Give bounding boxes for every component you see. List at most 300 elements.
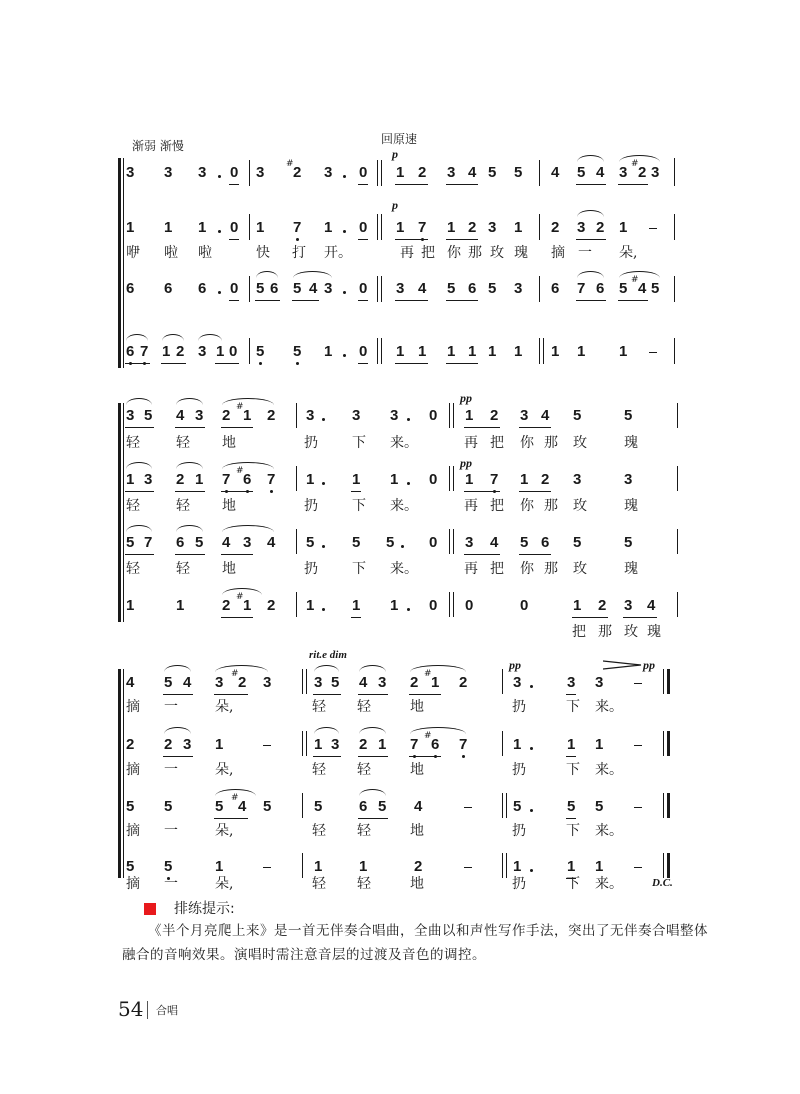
- slur-arc: [126, 525, 152, 532]
- jianpu-note: 7: [293, 219, 302, 236]
- lyric-syllable: 轻: [176, 435, 190, 451]
- jianpu-note: 0: [359, 164, 368, 181]
- system-bracket: [123, 669, 124, 878]
- jianpu-note: 5: [314, 798, 323, 815]
- beam-underline: [125, 427, 154, 428]
- jianpu-note: 2: [541, 471, 550, 488]
- system-bracket: [123, 403, 124, 622]
- lyric-syllable: 扔: [512, 823, 526, 839]
- lyric-syllable: 摘: [126, 762, 140, 778]
- lyric-syllable: 下: [566, 823, 580, 839]
- jianpu-note: 4: [183, 674, 192, 691]
- barline: [539, 276, 540, 302]
- lyric-syllable: 摘: [126, 876, 140, 892]
- lyric-syllable: 朵,: [215, 876, 234, 892]
- jianpu-note: 1: [352, 471, 361, 488]
- jianpu-note: 1: [447, 219, 456, 236]
- lyric-syllable: 轻: [126, 435, 140, 451]
- beam-underline: [161, 363, 186, 364]
- lyric-syllable: 快: [256, 245, 270, 261]
- slur-arc: [162, 334, 184, 341]
- jianpu-note: 2: [176, 343, 185, 360]
- jianpu-note: 3: [324, 164, 333, 181]
- jianpu-note: 2: [126, 736, 135, 753]
- jianpu-note: 1: [595, 858, 604, 875]
- final-barline: [118, 669, 121, 878]
- beam-underline: [351, 617, 361, 618]
- jianpu-note: 5: [164, 858, 173, 875]
- jianpu-note: 1: [513, 736, 522, 753]
- beam-underline: [313, 756, 341, 757]
- tempo-mark-dc: D.C.: [652, 877, 673, 889]
- jianpu-note: 0: [230, 219, 239, 236]
- barline: [453, 529, 454, 554]
- beam-underline: [519, 554, 551, 555]
- final-barline: [667, 731, 670, 756]
- jianpu-note: 6: [551, 280, 560, 297]
- barline: [502, 731, 503, 756]
- augmentation-dot: [407, 608, 410, 611]
- barline: [381, 276, 382, 302]
- lyric-syllable: 瑰: [624, 561, 638, 577]
- beam-underline: [358, 239, 368, 240]
- jianpu-note: 3: [488, 219, 497, 236]
- extension-dash: [634, 807, 642, 808]
- lyric-syllable: 摘: [126, 699, 140, 715]
- augmentation-dot: [218, 175, 221, 178]
- jianpu-note: 3: [447, 164, 456, 181]
- jianpu-note: 1: [324, 343, 333, 360]
- jianpu-note: 3: [390, 407, 399, 424]
- beam-underline: [446, 363, 478, 364]
- system-bracket: [123, 158, 124, 368]
- sharp-sign: #: [236, 466, 244, 476]
- lyric-syllable: 玫: [490, 245, 504, 261]
- jianpu-note: 3: [573, 471, 582, 488]
- beam-underline: [221, 427, 253, 428]
- decrescendo-hairpin: [603, 660, 643, 670]
- lyric-syllable: 把: [490, 435, 504, 451]
- lyric-syllable: 轻: [357, 699, 371, 715]
- jianpu-note: 7: [140, 343, 149, 360]
- beam-underline: [221, 554, 253, 555]
- jianpu-note: 5: [573, 407, 582, 424]
- barline: [453, 592, 454, 617]
- jianpu-note: 3: [396, 280, 405, 297]
- slur-arc: [198, 334, 222, 341]
- barline: [677, 592, 678, 617]
- jianpu-note: 1: [431, 674, 440, 691]
- jianpu-note: 4: [176, 407, 185, 424]
- beam-underline: [229, 300, 239, 301]
- jianpu-note: 1: [619, 219, 628, 236]
- lyric-syllable: 你: [520, 435, 534, 451]
- jianpu-note: 5: [573, 534, 582, 551]
- jianpu-note: 1: [396, 219, 405, 236]
- sharp-sign: #: [631, 275, 639, 285]
- beam-underline: [358, 300, 368, 301]
- final-barline: [118, 403, 121, 622]
- lyric-syllable: 下: [566, 762, 580, 778]
- jianpu-note: 3: [513, 674, 522, 691]
- jianpu-note: 5: [577, 164, 586, 181]
- jianpu-note: 3: [243, 534, 252, 551]
- slur-arc: [222, 462, 274, 469]
- slur-arc: [577, 155, 604, 162]
- lyric-syllable: 你: [520, 561, 534, 577]
- jianpu-note: 1: [352, 597, 361, 614]
- dynamic-pp: pp: [460, 456, 472, 470]
- beam-underline: [125, 491, 154, 492]
- jianpu-note: 7: [418, 219, 427, 236]
- beam-underline: [395, 300, 428, 301]
- barline: [296, 529, 297, 554]
- beam-underline: [255, 300, 280, 301]
- jianpu-note: 5: [263, 798, 272, 815]
- slur-arc: [126, 462, 152, 469]
- lyric-syllable: 再: [464, 435, 478, 451]
- lyric-syllable: 一: [578, 245, 592, 261]
- jianpu-note: 3: [144, 471, 153, 488]
- beam-underline: [175, 554, 205, 555]
- lyric-syllable: 那: [544, 498, 558, 514]
- augmentation-dot: [343, 230, 346, 233]
- barline: [449, 403, 450, 428]
- lyric-syllable: 地: [410, 699, 424, 715]
- lyric-syllable: 再: [400, 245, 414, 261]
- page-number: 54: [118, 997, 144, 1021]
- jianpu-note: 4: [238, 798, 247, 815]
- barline: [296, 403, 297, 428]
- jianpu-note: 4: [126, 674, 135, 691]
- jianpu-note: 1: [126, 219, 135, 236]
- beam-underline: [358, 184, 368, 185]
- barline: [539, 338, 540, 364]
- slur-arc: [164, 665, 191, 672]
- octave-low-dot: [462, 755, 465, 758]
- barline: [674, 158, 675, 186]
- jianpu-note: 4: [418, 280, 427, 297]
- jianpu-note: 1: [243, 597, 252, 614]
- jianpu-note: 3: [465, 534, 474, 551]
- beam-underline: [358, 818, 388, 819]
- beam-underline: [409, 756, 441, 757]
- beam-underline: [623, 617, 657, 618]
- lyric-syllable: 来。: [595, 823, 623, 839]
- slur-arc: [359, 727, 386, 734]
- jianpu-note: 3: [126, 407, 135, 424]
- barline: [302, 853, 303, 878]
- barline: [663, 731, 664, 756]
- jianpu-note: 5: [624, 407, 633, 424]
- slur-arc: [410, 665, 466, 672]
- slur-arc: [359, 665, 386, 672]
- barline: [674, 276, 675, 302]
- jianpu-note: 2: [598, 597, 607, 614]
- octave-low-dot: [259, 362, 262, 365]
- lyric-syllable: 朵,: [215, 699, 234, 715]
- slur-arc: [164, 727, 191, 734]
- slur-arc: [126, 334, 148, 341]
- lyric-syllable: 把: [421, 245, 435, 261]
- jianpu-note: 5: [378, 798, 387, 815]
- lyric-syllable: 摘: [126, 823, 140, 839]
- jianpu-note: 2: [551, 219, 560, 236]
- augmentation-dot: [322, 608, 325, 611]
- beam-underline: [464, 554, 500, 555]
- sharp-sign: #: [424, 731, 432, 741]
- jianpu-note: 1: [216, 343, 225, 360]
- jianpu-note: 5: [215, 798, 224, 815]
- jianpu-note: 3: [256, 164, 265, 181]
- barline: [543, 338, 544, 364]
- beam-underline: [125, 363, 150, 364]
- jianpu-note: 5: [513, 798, 522, 815]
- barline: [663, 669, 664, 694]
- lyric-syllable: 地: [222, 435, 236, 451]
- jianpu-note: 3: [164, 164, 173, 181]
- barline: [377, 160, 378, 186]
- lyric-syllable: 一: [164, 699, 178, 715]
- jianpu-note: 6: [198, 280, 207, 297]
- jianpu-note: 1: [176, 597, 185, 614]
- dynamic-pp: pp: [460, 391, 472, 405]
- lyric-syllable: 扔: [512, 699, 526, 715]
- jianpu-note: 1: [390, 597, 399, 614]
- barline: [502, 853, 503, 878]
- footer-section-label: 合唱: [156, 1004, 178, 1017]
- sharp-sign: #: [231, 669, 239, 679]
- lyric-syllable: 下: [352, 561, 366, 577]
- jianpu-note: 7: [410, 736, 419, 753]
- extension-dash: [649, 228, 657, 229]
- slur-arc: [619, 271, 660, 278]
- beam-underline: [351, 491, 361, 492]
- lyric-syllable: 轻: [126, 561, 140, 577]
- jianpu-note: 7: [490, 471, 499, 488]
- beam-underline: [215, 363, 239, 364]
- lyric-syllable: 那: [544, 435, 558, 451]
- jianpu-note: 0: [520, 597, 529, 614]
- jianpu-note: 6: [541, 534, 550, 551]
- beam-underline: [409, 694, 441, 695]
- augmentation-dot: [530, 747, 533, 750]
- jianpu-note: 1: [468, 343, 477, 360]
- extension-dash: [464, 807, 472, 808]
- jianpu-note: 3: [198, 164, 207, 181]
- barline: [296, 592, 297, 617]
- jianpu-note: 6: [359, 798, 368, 815]
- lyric-syllable: 一: [164, 762, 178, 778]
- jianpu-note: 7: [577, 280, 586, 297]
- jianpu-note: 0: [230, 280, 239, 297]
- final-barline: [118, 158, 121, 368]
- jianpu-note: 1: [314, 858, 323, 875]
- lyric-syllable: 咿: [126, 245, 140, 261]
- jianpu-note: 5: [293, 280, 302, 297]
- lyric-syllable: 地: [410, 876, 424, 892]
- jianpu-note: 4: [414, 798, 423, 815]
- beam-underline: [566, 756, 576, 757]
- barline: [663, 793, 664, 818]
- rehearsal-hint-title: 排练提示:: [174, 901, 235, 917]
- beam-underline: [175, 491, 205, 492]
- jianpu-note: 5: [352, 534, 361, 551]
- lyric-syllable: 轻: [176, 561, 190, 577]
- jianpu-note: 5: [386, 534, 395, 551]
- jianpu-note: 5: [164, 798, 173, 815]
- augmentation-dot: [322, 545, 325, 548]
- jianpu-note: 0: [359, 219, 368, 236]
- lyric-syllable: 来。: [595, 876, 623, 892]
- lyric-syllable: 扔: [512, 876, 526, 892]
- slur-arc: [410, 727, 466, 734]
- barline: [381, 338, 382, 364]
- augmentation-dot: [530, 809, 533, 812]
- jianpu-note: 3: [215, 674, 224, 691]
- jianpu-note: 5: [256, 343, 265, 360]
- octave-low-dot: [296, 238, 299, 241]
- jianpu-note: 6: [596, 280, 605, 297]
- jianpu-note: 1: [164, 219, 173, 236]
- jianpu-note: 1: [215, 736, 224, 753]
- barline: [296, 466, 297, 491]
- jianpu-note: 1: [215, 858, 224, 875]
- jianpu-note: 2: [222, 407, 231, 424]
- footer-divider: [147, 1001, 148, 1019]
- dynamic-pp: pp: [643, 658, 655, 672]
- jianpu-note: 6: [164, 280, 173, 297]
- lyric-syllable: 把: [490, 561, 504, 577]
- barline: [302, 669, 303, 694]
- jianpu-note: 0: [229, 343, 238, 360]
- jianpu-note: 4: [468, 164, 477, 181]
- jianpu-note: 2: [596, 219, 605, 236]
- lyric-syllable: 那: [544, 561, 558, 577]
- barline: [674, 214, 675, 240]
- jianpu-note: 1: [520, 471, 529, 488]
- lyric-syllable: 下: [566, 876, 580, 892]
- barline: [377, 214, 378, 240]
- barline: [677, 529, 678, 554]
- jianpu-note: 5: [619, 280, 628, 297]
- barline: [453, 403, 454, 428]
- jianpu-note: 5: [567, 798, 576, 815]
- beam-underline: [446, 300, 478, 301]
- jianpu-note: 1: [306, 597, 315, 614]
- slur-arc: [619, 155, 660, 162]
- barline: [381, 160, 382, 186]
- jianpu-note: 5: [195, 534, 204, 551]
- lyric-syllable: 瑰: [647, 624, 661, 640]
- lyric-syllable: 扔: [304, 498, 318, 514]
- extension-dash: [634, 867, 642, 868]
- barline: [506, 853, 507, 878]
- jianpu-note: 5: [651, 280, 660, 297]
- lyric-syllable: 来。: [390, 435, 418, 451]
- jianpu-note: 7: [459, 736, 468, 753]
- beam-underline: [229, 184, 239, 185]
- lyric-syllable: 轻: [312, 699, 326, 715]
- jianpu-note: 1: [378, 736, 387, 753]
- jianpu-note: 3: [520, 407, 529, 424]
- dynamic-pp: pp: [509, 658, 521, 672]
- lyric-syllable: 地: [222, 498, 236, 514]
- beam-underline: [313, 694, 341, 695]
- barline: [453, 466, 454, 491]
- slur-arc: [293, 271, 332, 278]
- beam-underline: [446, 239, 478, 240]
- beam-underline: [125, 554, 154, 555]
- lyric-syllable: 下: [566, 699, 580, 715]
- beam-underline: [576, 184, 606, 185]
- jianpu-note: 1: [447, 343, 456, 360]
- jianpu-note: 4: [638, 280, 647, 297]
- barline: [677, 466, 678, 491]
- jianpu-note: 5: [306, 534, 315, 551]
- beam-underline: [358, 756, 388, 757]
- extension-dash: [634, 745, 642, 746]
- beam-underline: [519, 427, 551, 428]
- lyric-syllable: 扔: [304, 561, 318, 577]
- jianpu-note: 2: [410, 674, 419, 691]
- lyric-syllable: 啦: [164, 245, 178, 261]
- beam-underline: [464, 491, 500, 492]
- jianpu-note: 2: [267, 597, 276, 614]
- jianpu-note: 2: [638, 164, 647, 181]
- slur-arc: [176, 462, 203, 469]
- barline: [502, 793, 503, 818]
- tempo-mark-a-tempo: 回原速: [381, 132, 418, 146]
- lyric-syllable: 你: [520, 498, 534, 514]
- lyric-syllable: 来。: [595, 699, 623, 715]
- beam-underline: [572, 617, 608, 618]
- jianpu-note: 0: [359, 343, 368, 360]
- beam-underline: [163, 694, 193, 695]
- jianpu-note: 1: [195, 471, 204, 488]
- lyric-syllable: 把: [490, 498, 504, 514]
- jianpu-note: 5: [293, 343, 302, 360]
- jianpu-note: 1: [198, 219, 207, 236]
- jianpu-note: 4: [267, 534, 276, 551]
- augmentation-dot: [407, 418, 410, 421]
- jianpu-note: 4: [551, 164, 560, 181]
- jianpu-note: 3: [306, 407, 315, 424]
- slur-arc: [176, 398, 203, 405]
- jianpu-note: 0: [429, 597, 438, 614]
- lyric-syllable: 摘: [551, 245, 565, 261]
- jianpu-note: 2: [238, 674, 247, 691]
- lyric-syllable: 玫: [624, 624, 638, 640]
- barline: [449, 529, 450, 554]
- jianpu-note: 0: [429, 534, 438, 551]
- lyric-syllable: 来。: [595, 762, 623, 778]
- jianpu-note: 5: [126, 534, 135, 551]
- augmentation-dot: [407, 482, 410, 485]
- lyric-syllable: 瑰: [624, 498, 638, 514]
- barline: [449, 466, 450, 491]
- barline: [449, 592, 450, 617]
- beam-underline: [395, 363, 428, 364]
- lyric-syllable: 轻: [312, 823, 326, 839]
- lyric-syllable: 瑰: [624, 435, 638, 451]
- jianpu-note: 1: [488, 343, 497, 360]
- extension-dash: [263, 745, 271, 746]
- lyric-syllable: 轻: [126, 498, 140, 514]
- barline: [249, 214, 250, 240]
- jianpu-note: 2: [459, 674, 468, 691]
- barline: [302, 793, 303, 818]
